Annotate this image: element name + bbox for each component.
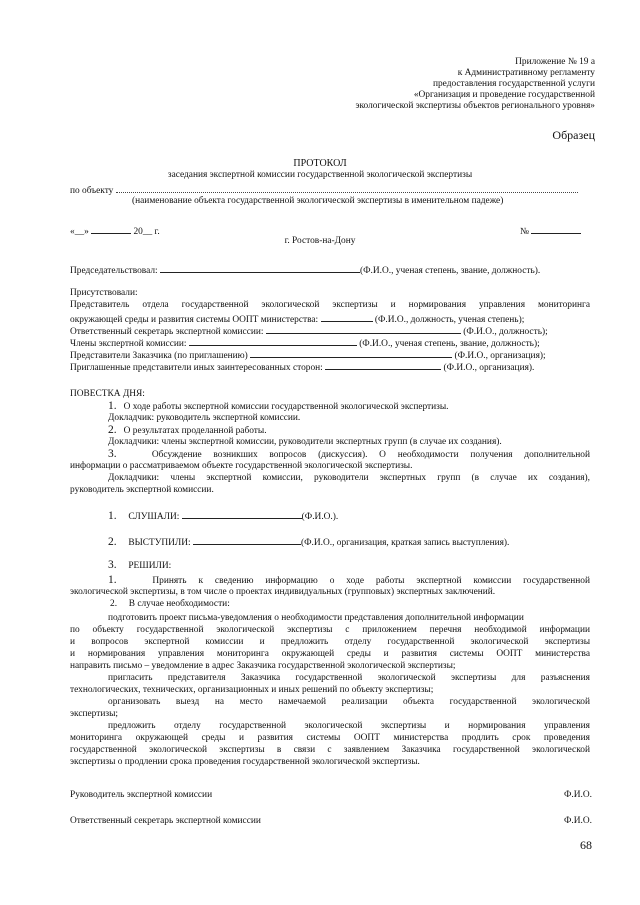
decision-p2-line-1: пригласить представителя Заказчика государственной экологической экспертизы для разъяснения xyxy=(108,673,590,683)
decision-p1-line-1: подготовить проект письма-уведомления о необходимости представления дополнительной информации xyxy=(108,613,524,623)
decided-heading: 3. РЕШИЛИ: xyxy=(108,559,172,571)
decision-p4-line-1: предложить отделу государственной экологической экспертизы и нормирования управления xyxy=(108,721,590,731)
document-subtitle: заседания экспертной комиссии государственной экологической экспертизы xyxy=(167,170,473,180)
signature-secretary-label: Ответственный секретарь экспертной комиссии xyxy=(70,816,261,826)
decision-p2-line-2: технологических, технических, организационных и иных решений по объекту экспертизы; xyxy=(70,685,434,695)
decision-p1-line-4: и нормирования управления мониторинга окружающей среды и развития системы ООПТ министерства xyxy=(70,649,590,659)
attendee-invited: Приглашенные представители иных заинтересованных сторон: (Ф.И.О., организация). xyxy=(70,360,534,374)
attendee-members: Члены экспертной комиссии: (Ф.И.О., ученая степень, звание, должность); xyxy=(70,336,540,350)
agenda-item-1: 1. О ходе работы экспертной комиссии государственной экологической экспертизы. xyxy=(108,400,449,412)
attendee-rep-line-1: Представитель отдела государственной экологической экспертизы и нормирования управления мониторинга xyxy=(70,300,590,310)
decision-p1-line-2: по объекту государственной экологической экспертизы с приложением перечня необходимой информации xyxy=(70,625,590,635)
appendix-line-4: «Организация и проведение государственной xyxy=(413,90,595,100)
decision-p3-line-1: организовать выезд на место намечаемой реализации объекта государственной экологической xyxy=(108,697,590,707)
attendee-rep-line-2: окружающей среды и развития системы ООПТ министерства: (Ф.И.О., должность, ученая степень); xyxy=(70,312,524,326)
decision-1-cont: экологической экспертизы, в том числе о проектах индивидуальных (групповых) экспертных заключений. xyxy=(70,587,496,597)
agenda-speaker-3: Докладчики: члены экспертной комиссии, руководители экспертных групп (в случае их создания), xyxy=(108,473,590,483)
decision-1: 1. Принять к сведению информацию о ходе работы экспертной комиссии государственной xyxy=(108,574,590,586)
appendix-line-1: Приложение № 19 а xyxy=(515,57,595,67)
agenda-item-3: 3. Обсуждение возникших вопросов (дискуссия). О необходимости получения дополнительной xyxy=(108,448,590,460)
attendees-title: Присутствовали: xyxy=(70,288,138,298)
agenda-item-3-cont: информации о рассматриваемом объекте государственной экологической экспертизы. xyxy=(70,461,413,471)
attendee-customer: Представители Заказчика (по приглашению) (Ф.И.О., организация); xyxy=(70,348,546,362)
agenda-speaker-1: Докладчик: руководитель экспертной комиссии. xyxy=(108,413,301,423)
decision-p4-line-2: мониторинга окружающей среды и развития системы ООПТ министерства продлить срок проведения xyxy=(70,733,590,743)
appendix-line-3: предоставления государственной услуги xyxy=(432,79,595,89)
attendee-secretary: Ответственный секретарь экспертной комиссии: (Ф.И.О., должность); xyxy=(70,324,548,338)
decision-p3-line-2: экспертизы; xyxy=(70,709,118,719)
appendix-line-5: экологической экспертизы объектов регионального уровня» xyxy=(355,101,595,111)
object-hint: (наименование объекта государственной экологической экспертизы в именительном падеже) xyxy=(132,196,504,206)
sample-label: Образец xyxy=(552,128,595,142)
signature-secretary-name: Ф.И.О. xyxy=(564,816,592,826)
agenda-speaker-3-cont: руководитель экспертной комиссии. xyxy=(70,485,214,495)
appendix-line-2: к Административному регламенту xyxy=(457,68,595,78)
date-field: «__» 20__ г. xyxy=(70,224,160,238)
chair-line: Председательствовал: (Ф.И.О., ученая степень, звание, должность). xyxy=(70,263,540,277)
agenda-title: ПОВЕСТКА ДНЯ: xyxy=(70,389,145,399)
decision-p4-line-4: экспертизы о продлении срока проведения государственной экологической экспертизы. xyxy=(70,757,420,767)
decision-p1-line-3: и вопросов экспертной комиссии и предложить отделу государственной экологической экспертизы xyxy=(70,637,590,647)
number-field: № xyxy=(520,224,581,238)
spoke-line: 2. ВЫСТУПИЛИ: (Ф.И.О., организация, краткая запись выступления). xyxy=(108,536,510,548)
agenda-item-2: 2. О результатах проделанной работы. xyxy=(108,424,267,436)
signature-head-label: Руководитель экспертной комиссии xyxy=(70,790,213,800)
city: г. Ростов-на-Дону xyxy=(284,236,356,246)
signature-head-name: Ф.И.О. xyxy=(564,790,592,800)
page-number: 68 xyxy=(580,838,592,852)
object-label: по объекту xyxy=(70,183,578,197)
decision-2: 2. В случае необходимости: xyxy=(110,599,230,609)
decision-p1-line-5: направить письмо – уведомление в адрес Заказчика государственной экологической экспертизы; xyxy=(70,661,456,671)
heard-line: 1. СЛУШАЛИ: (Ф.И.О.). xyxy=(108,510,339,522)
document-title: ПРОТОКОЛ xyxy=(293,158,347,169)
agenda-speaker-2: Докладчики: члены экспертной комиссии, руководители экспертных групп (в случае их создания). xyxy=(108,437,502,447)
decision-p4-line-3: государственной экологической экспертизы в связи с заявлением Заказчика государственной экологической xyxy=(70,745,590,755)
